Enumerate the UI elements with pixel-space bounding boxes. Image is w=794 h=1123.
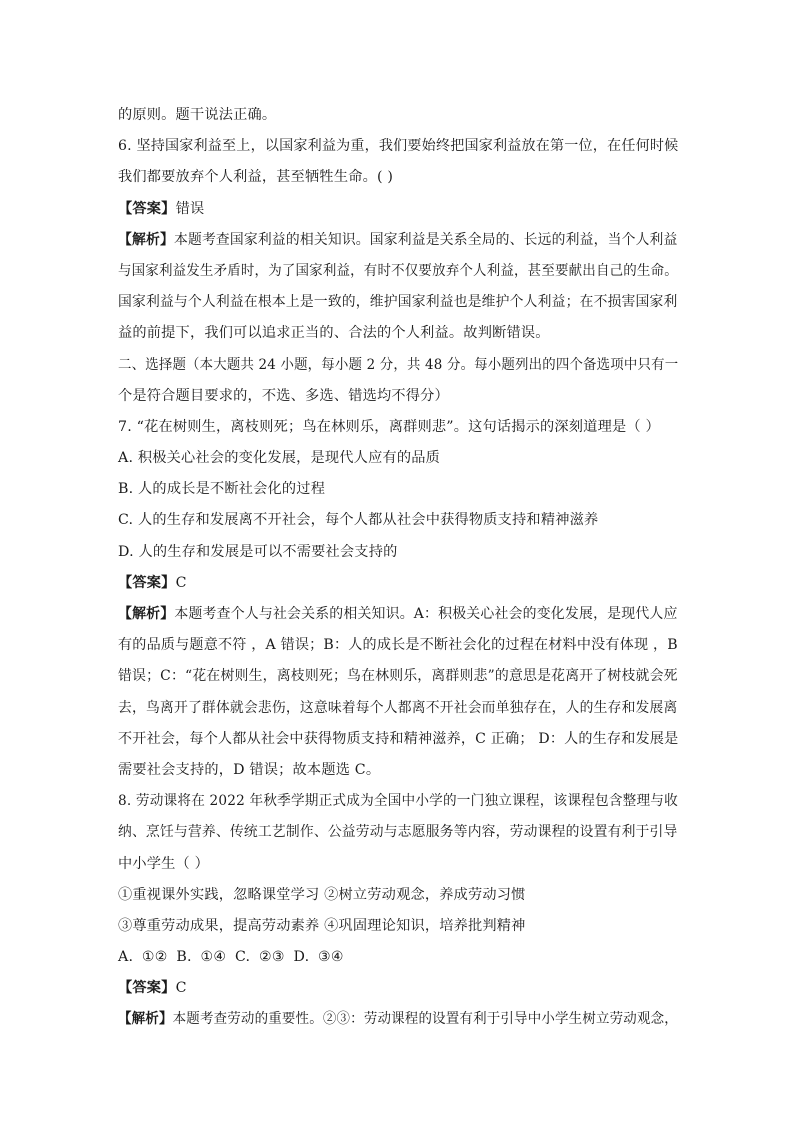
analysis-line — [118, 599, 678, 630]
document-page — [118, 100, 678, 1036]
text-line: 的原则。题干说法正确。 — [118, 107, 277, 123]
text-line: 去，鸟离开了群体就会悲伤，这意味着每个人都离不开社会而单独存在，人的生存和发展离 — [118, 699, 678, 716]
answer-tag: 【答案】 — [118, 574, 176, 591]
text-line: 不开社会，每个人都从社会中获得物质支持和精神滋养，C 正确； D：人的生存和发展是 — [118, 730, 679, 747]
answer-tag: 【答案】 — [118, 200, 176, 217]
text-line: 需要社会支持的，D 错误；故本题选 C。 — [118, 761, 381, 778]
option-d: D. 人的生存和发展是可以不需要社会支持的 — [118, 543, 398, 560]
text-line: 个是符合题目要求的，不选、多选、错选均不得分） — [118, 387, 449, 404]
question-6: 6. 坚持国家利益至上，以国家利益为重，我们要始终把国家利益放在第一位，在任何时候 — [118, 138, 679, 155]
text-line: 国家利益与个人利益在根本上是一致的，维护国家利益也是维护个人利益；在不损害国家利 — [118, 294, 678, 311]
option-c: C. 人的生存和发展离不开社会，每个人都从社会中获得物质支持和精神滋养 — [118, 512, 599, 529]
text-line: 我们都要放弃个人利益，甚至牺牲生命。( ) — [118, 169, 394, 186]
analysis-line — [118, 225, 678, 256]
answer-line — [118, 973, 678, 1004]
section-heading: 二、选择题（本大题共 24 小题，每小题 2 分，共 48 分。每小题列出的四个备选项中只有一 — [118, 356, 679, 373]
analysis-text: 本题考查劳动的重要性。②③：劳动课程的设置有利于引导中小学生树立劳动观念， — [172, 1011, 678, 1028]
text-line: 与国家利益发生矛盾时，为了国家利益，有时不仅要放弃个人利益，甚至要献出自己的生命。 — [118, 262, 678, 279]
choice-options: A. ①② B. ①④ C. ②③ D. ③④ — [118, 949, 344, 966]
text-line: 纳、烹饪与营养、传统工艺制作、公益劳动与志愿服务等内容，劳动课程的设置有利于引导 — [118, 824, 678, 841]
analysis-line — [118, 1004, 678, 1035]
option-a: A. 积极关心社会的变化发展，是现代人应有的品质 — [118, 450, 441, 467]
analysis-tag: 【解析】 — [118, 231, 174, 248]
analysis-text: 本题考查国家利益的相关知识。国家利益是关系全局的、长远的利益，当个人利益 — [173, 231, 678, 248]
question-8: 8. 劳动课将在 2022 年秋季学期正式成为全国中小学的一门独立课程，该课程包含整理与收 — [118, 793, 678, 810]
question-7: 7. “花在树则生，离枝则死；鸟在林则乐，离群则悲”。这句话揭示的深刻道理是（ ） — [118, 418, 660, 435]
text-line: 错误；C：“花在树则生，离枝则死；鸟在林则乐，离群则悲”的意思是花离开了树枝就会死 — [118, 668, 678, 685]
answer-text: 错误 — [175, 200, 205, 217]
text-line: 中小学生（ ） — [118, 855, 210, 872]
statement-options: ①重视课外实践，忽略课堂学习 ②树立劳动观念，养成劳动习惯 — [118, 886, 526, 903]
answer-tag: 【答案】 — [118, 980, 176, 997]
analysis-tag: 【解析】 — [118, 606, 175, 622]
statement-options: ③尊重劳动成果，提高劳动素养 ④巩固理论知识，培养批判精神 — [118, 917, 526, 934]
text-line: 有的品质与题意不符 ，A 错误；B：人的成长是不断社会化的过程在材料中没有体现 ，B — [118, 637, 678, 654]
answer-text: C — [175, 980, 187, 997]
option-b: B. 人的成长是不断社会化的过程 — [118, 481, 326, 498]
text-line: 益的前提下，我们可以追求正当的、合法的个人利益。故判断错误。 — [118, 325, 550, 342]
analysis-text: 本题考查个人与社会关系的相关知识。A：积极关心社会的变化发展，是现代人应 — [174, 606, 678, 622]
answer-text: C — [175, 574, 187, 591]
answer-line — [118, 194, 678, 225]
analysis-tag: 【解析】 — [118, 1011, 173, 1028]
answer-line — [118, 568, 678, 599]
